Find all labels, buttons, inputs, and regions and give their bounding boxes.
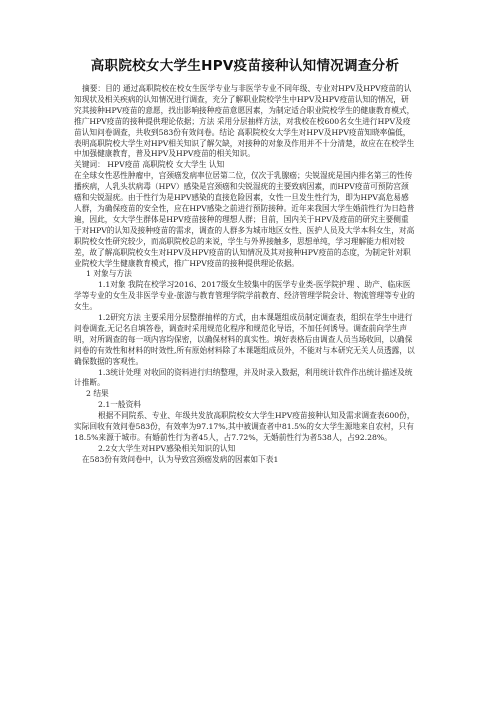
- section-2-heading: 2 结果: [86, 389, 109, 399]
- section-1-2-paragraph: 1.2研究方法 主要采用分层整群抽样的方式，由本课题组成员制定调查表，组织在学生中进行问卷调查,无记名自填答卷，调查时采用规范化程序和规范化导语，不加任何诱导。调查前向学生声明，对所调查的每一项内容均保密，以确保材料的真实性。填好表格后由调查人员当场收回，以确保问卷的有效性和材料的时效性,所有原始材料除了本课题组成员外，不能对与本研究无关人员透露，以确保数据的客观性。: [74, 313, 415, 366]
- keywords-line: 关键词： HPV疫苗 高职院校 女大学生 认知: [74, 160, 225, 170]
- section-2-1-heading: 2.1一般资料: [98, 400, 141, 410]
- section-2-2-paragraph: 在583份有效问卷中，认为导致宫颈癌发病的因素如下表1: [82, 454, 279, 464]
- section-2-2-heading: 2.2女大学生对HPV感染相关知识的认知: [98, 443, 236, 453]
- section-2-1-paragraph: 根据不同院系、专业、年级共发放高职院校女大学生HPV疫苗接种认知及需求调查表600份，实际回收有效问卷583份，有效率为97.17%,其中被调查者中81.5%的女大学生源地来自农村，只有18.5%来源于城市。有婚前性行为者45人，占7.72%，无婚前性行为者538人，占92.28%。: [74, 411, 415, 442]
- abstract-paragraph: 摘要：目的 通过高职院校在校女生医学专业与非医学专业不同年级、专业对HPV及HPV疫苗的认知现状及相关疾病的认知情况进行调查，充分了解职业院校学生中HPV及HPV疫苗认知的情况，研究其接种HPV疫苗的意愿，找出影响接种疫苗意愿因素，为制定适合职业院校学生的健康教育模式，推广HPV疫苗的接种提供理论依据；方法 采用分层抽样方法，对我校在校600名女生进行HPV及疫苗认知问卷调查，共收到583份有效问卷。结论 高职院校女大学生对HPV及HPV疫苗知晓率偏低，表明高职院校大学生对HPV相关知识了解欠缺，对接种的对象及作用并不十分清楚，故应在在校学生中加强健康教育，普及HPV及HPV疫苗的相关知识。: [74, 84, 415, 159]
- section-1-heading: 1 对象与方法: [86, 269, 132, 279]
- document-title: 高职院校女大学生HPV疫苗接种认知情况调查分析: [90, 58, 400, 74]
- intro-paragraph: 在全球女性恶性肿瘤中，宫颈癌发病率位居第二位，仅次于乳腺癌；尖锐湿疣是国内排名第三的性传播疾病，人乳头状病毒（HPV）感染是宫颈癌和尖锐湿疣的主要致病因素，而HPV疫苗可预防宫颈癌和尖锐湿疣。由于性行为是HPV感染的直接危险因素，女性一旦发生性行为，即为HPV高危易感人群，为确保疫苗的安全性，应在HPV感染之前进行预防接种。近年来我国大学生婚前性行为日趋普遍，因此，女大学生群体是HPV疫苗接种的理想人群；目前，国内关于HPV及疫苗的研究主要侧重于对HPV的认知及接种疫苗的需求，调查的人群多为城市地区女性、医护人员及大学本科女生，对高职院校女性研究较少，而高职院校总的来说，学生与外界接触多，思想单纯，学习理解能力相对较差，故了解高职院校女生对HPV及HPV疫苗的认知情况及其对接种HPV疫苗的态度，为制定针对职业院校大学生健康教育模式，推广HPV疫苗的接种提供理论依据。: [74, 171, 415, 268]
- document-body: [74, 84, 416, 466]
- section-1-1-paragraph: 1.1对象 我院在校学习2016、2017级女生较集中的医学专业类-医学院护理 、助产、临床医学等专业的女生及非医学专业-旅游与教育管理学院学前教育、经济管理学院会计、物流管理等专业的女生。: [74, 280, 415, 312]
- section-1-3-paragraph: 1.3统计处理 对收回的资料进行归纳整理，并及时录入数据，利用统计软件作出统计描述及统计推断。: [74, 367, 413, 388]
